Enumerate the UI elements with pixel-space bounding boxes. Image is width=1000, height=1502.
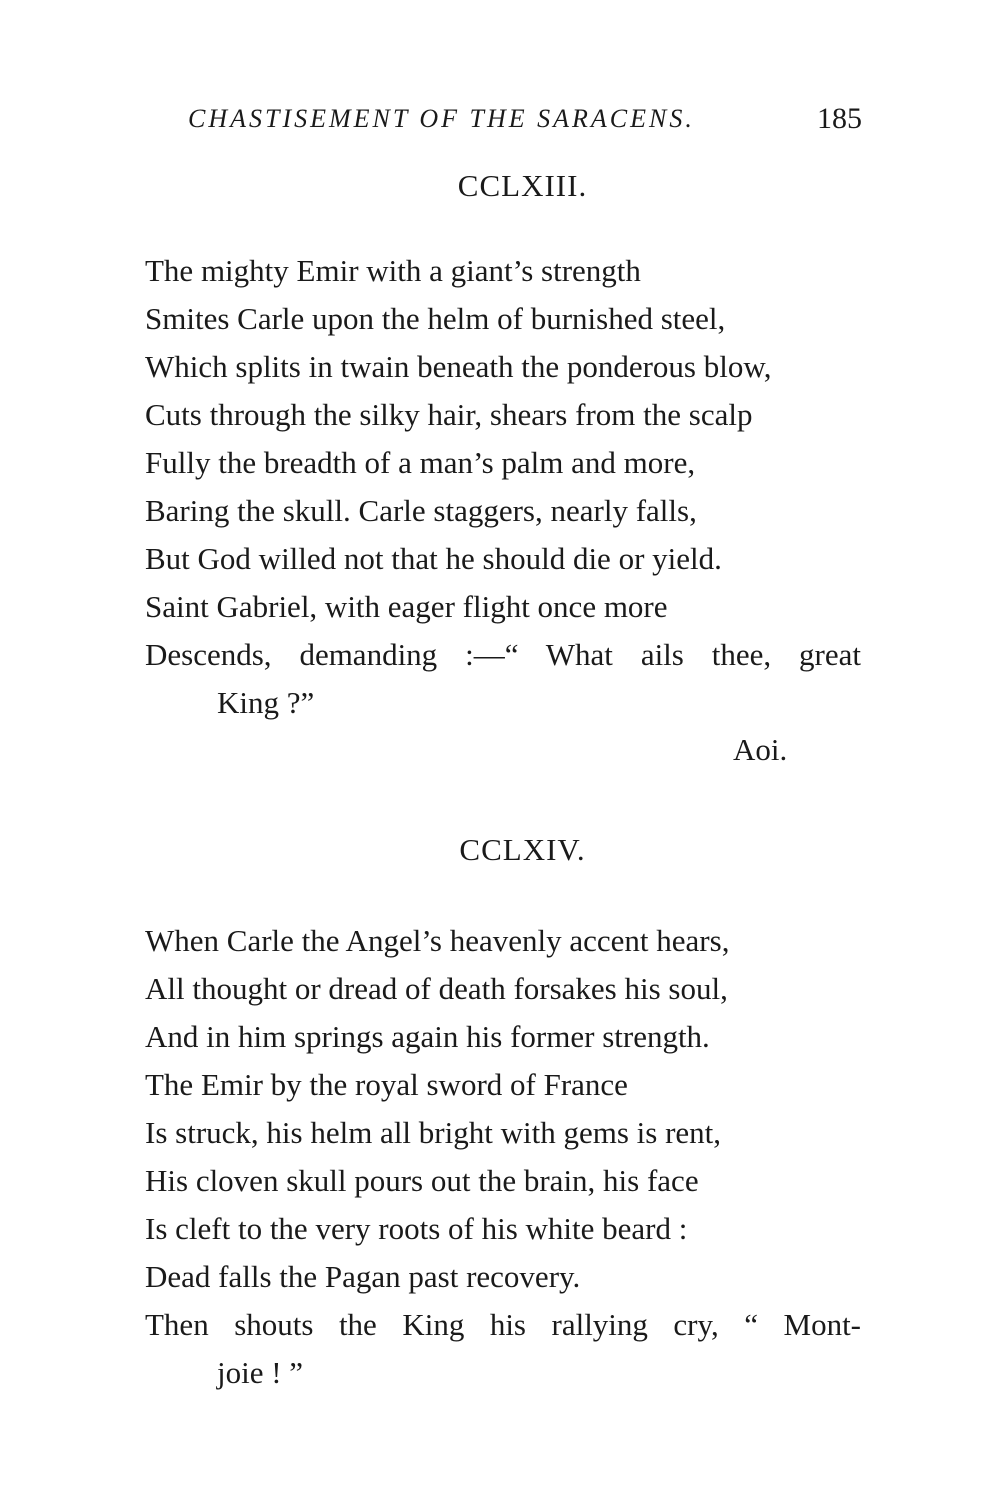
verse-line: Baring the skull. Carle staggers, nearly falls,: [145, 493, 697, 528]
stanza-heading-cclxiii: CCLXIII.: [457, 168, 588, 203]
verse-line: Fully the breadth of a man’s palm and more,: [145, 445, 696, 480]
verse-line: And in him springs again his former strength.: [145, 1019, 710, 1054]
verse-line: Is cleft to the very roots of his white beard :: [145, 1211, 688, 1246]
verse-line: Dead falls the Pagan past recovery.: [145, 1259, 581, 1294]
verse-line: But God willed not that he should die or yield.: [145, 541, 722, 576]
verse-line: Saint Gabriel, with eager flight once more: [145, 589, 668, 624]
stanza-heading-cclxiv: CCLXIV.: [459, 832, 586, 867]
page-number: 185: [817, 102, 862, 135]
verse-line: The Emir by the royal sword of France: [145, 1067, 628, 1102]
verse-line: Then shouts the King his rallying cry, “ Mont-: [145, 1307, 861, 1342]
running-head: [188, 104, 868, 144]
verse-line: Which splits in twain beneath the ponderous blow,: [145, 349, 772, 384]
verse-line: The mighty Emir with a giant’s strength: [145, 253, 641, 288]
refrain-aoi: Aoi.: [733, 732, 788, 767]
verse-line: When Carle the Angel’s heavenly accent hears,: [145, 923, 730, 958]
running-title: CHASTISEMENT OF THE SARACENS.: [188, 104, 695, 133]
verse-line: Descends, demanding :—“ What ails thee, great: [145, 637, 861, 672]
verse-line-continuation: King ?”: [217, 685, 315, 720]
stanza-cclxiv-verse: [145, 917, 861, 1397]
verse-line: Smites Carle upon the helm of burnished steel,: [145, 301, 726, 336]
verse-line: Is struck, his helm all bright with gems is rent,: [145, 1115, 722, 1150]
stanza-cclxiii-verse: [145, 247, 861, 727]
verse-line: All thought or dread of death forsakes his soul,: [145, 971, 728, 1006]
verse-line: His cloven skull pours out the brain, his face: [145, 1163, 699, 1198]
verse-line: Cuts through the silky hair, shears from the scalp: [145, 397, 753, 432]
verse-line-continuation: joie ! ”: [217, 1355, 304, 1390]
